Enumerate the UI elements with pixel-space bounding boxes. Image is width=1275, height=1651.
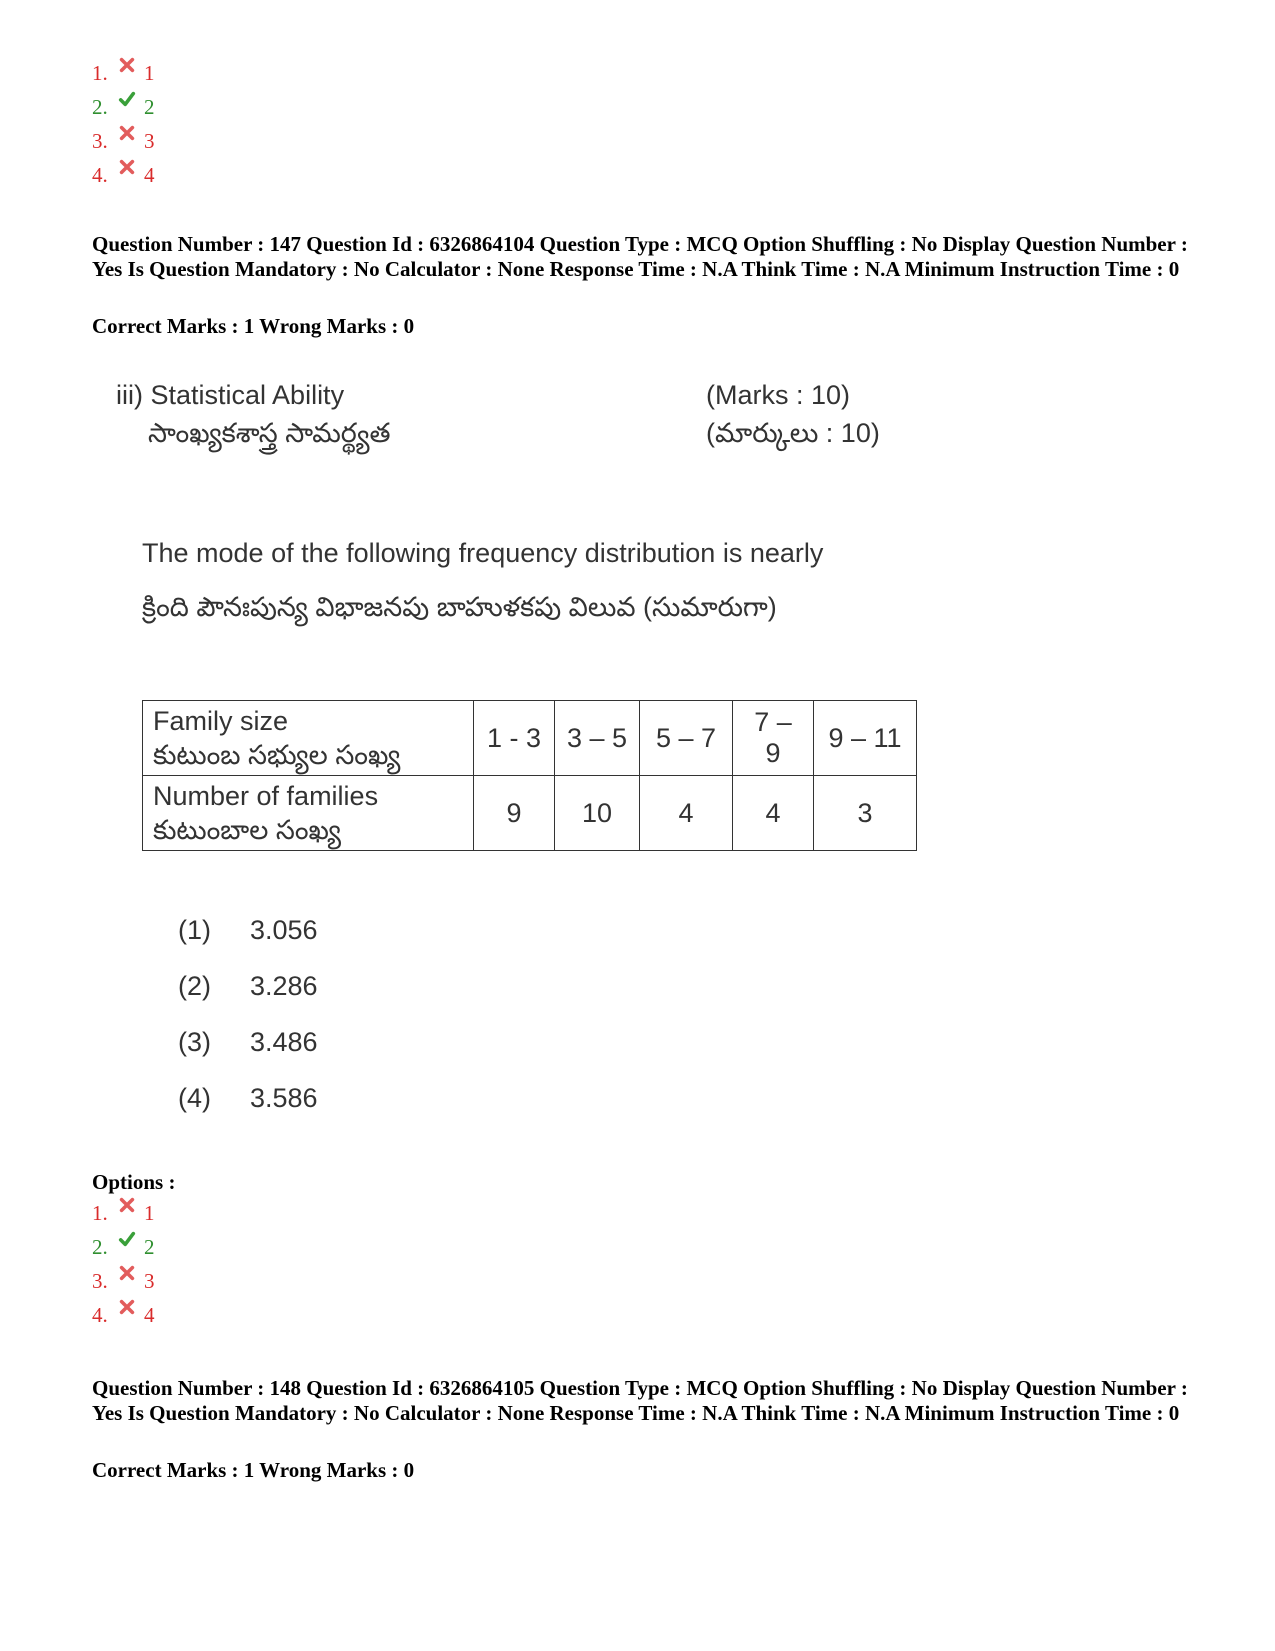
check-icon — [118, 90, 140, 112]
question-148-meta: Question Number : 148 Question Id : 6326864105 Question Type : MCQ Option Shuffling : No Display Question Number : Yes Is Question Mandatory : No Calculator : None Response Time : N.A Think Time : N.A Minimum Instruction Time : 0 — [92, 1376, 1188, 1425]
option-value: 2 — [144, 95, 155, 119]
table-cell: 1 - 3 — [474, 701, 555, 776]
option-value: 2 — [144, 1235, 155, 1259]
question-stem: The mode of the following frequency distribution is nearly — [142, 538, 824, 568]
choice-value: 3.286 — [250, 971, 318, 1001]
choice-value: 3.486 — [250, 1027, 318, 1057]
cross-icon — [118, 1196, 140, 1218]
cross-icon — [118, 1264, 140, 1286]
choice-item — [178, 902, 318, 958]
option-value: 1 — [144, 61, 155, 85]
question-147-marks: Correct Marks : 1 Wrong Marks : 0 — [92, 314, 415, 338]
choice-item — [178, 958, 318, 1014]
section-title-telugu: సాంఖ్యకశాస్త్ర సామర్థ్యత — [148, 418, 391, 448]
check-icon — [118, 1230, 140, 1252]
row-label: Number of families — [153, 781, 379, 811]
option-item — [92, 158, 155, 192]
table-row — [143, 776, 917, 851]
row-label: Family size — [153, 706, 289, 736]
row-header-families — [143, 776, 474, 851]
question-147-options-list — [92, 1196, 155, 1332]
option-item — [92, 1196, 155, 1230]
row-header-family-size — [143, 701, 474, 776]
choice-number: (4) — [178, 1083, 211, 1113]
option-value: 4 — [144, 163, 155, 187]
row-label-telugu: కుటుంబ సభ్యుల సంఖ్య — [153, 740, 401, 770]
table-cell: 7 – 9 — [733, 701, 814, 776]
table-cell: 10 — [555, 776, 640, 851]
table-cell: 4 — [640, 776, 733, 851]
option-item — [92, 1264, 155, 1298]
option-item — [92, 56, 155, 90]
option-value: 3 — [144, 1269, 155, 1293]
option-value: 1 — [144, 1201, 155, 1225]
options-label: Options : — [92, 1170, 176, 1194]
section-marks-telugu: (మార్కులు : 10) — [706, 418, 880, 448]
row-label-telugu: కుటుంబాల సంఖ్య — [153, 815, 341, 845]
section-marks: (Marks : 10) — [706, 380, 851, 410]
choice-value: 3.586 — [250, 1083, 318, 1113]
table-row — [143, 701, 917, 776]
cross-icon — [118, 158, 140, 180]
option-number: 4. — [92, 1303, 108, 1327]
cross-icon — [118, 56, 140, 78]
previous-options-list — [92, 56, 155, 192]
question-147-meta: Question Number : 147 Question Id : 6326864104 Question Type : MCQ Option Shuffling : No Display Question Number : Yes Is Question Mandatory : No Calculator : None Response Time : N.A Think Time : N.A Minimum Instruction Time : 0 — [92, 232, 1188, 281]
table-cell: 4 — [733, 776, 814, 851]
choice-item — [178, 1070, 318, 1126]
choice-item — [178, 1014, 318, 1070]
question-image — [92, 370, 992, 1140]
table-cell: 9 — [474, 776, 555, 851]
choice-number: (2) — [178, 971, 211, 1001]
frequency-table — [142, 700, 917, 851]
table-cell: 9 – 11 — [814, 701, 917, 776]
question-stem-telugu: క్రింది పౌనఃపున్య విభాజనపు బాహుళకపు విలువ (సుమారుగా) — [142, 592, 777, 622]
option-item — [92, 124, 155, 158]
option-item — [92, 1298, 155, 1332]
section-title: iii) Statistical Ability — [116, 380, 345, 410]
option-number: 3. — [92, 1269, 108, 1293]
option-number: 1. — [92, 1201, 108, 1225]
option-value: 4 — [144, 1303, 155, 1327]
option-item — [92, 90, 155, 124]
table-cell: 3 — [814, 776, 917, 851]
cross-icon — [118, 124, 140, 146]
option-item — [92, 1230, 155, 1264]
table-cell: 3 – 5 — [555, 701, 640, 776]
option-number: 2. — [92, 1235, 108, 1259]
option-number: 4. — [92, 163, 108, 187]
choice-number: (3) — [178, 1027, 211, 1057]
option-number: 3. — [92, 129, 108, 153]
option-number: 2. — [92, 95, 108, 119]
option-number: 1. — [92, 61, 108, 85]
choice-number: (1) — [178, 915, 211, 945]
table-cell: 5 – 7 — [640, 701, 733, 776]
choice-value: 3.056 — [250, 915, 318, 945]
cross-icon — [118, 1298, 140, 1320]
option-value: 3 — [144, 129, 155, 153]
question-148-marks: Correct Marks : 1 Wrong Marks : 0 — [92, 1458, 415, 1482]
answer-choices — [178, 902, 318, 1126]
